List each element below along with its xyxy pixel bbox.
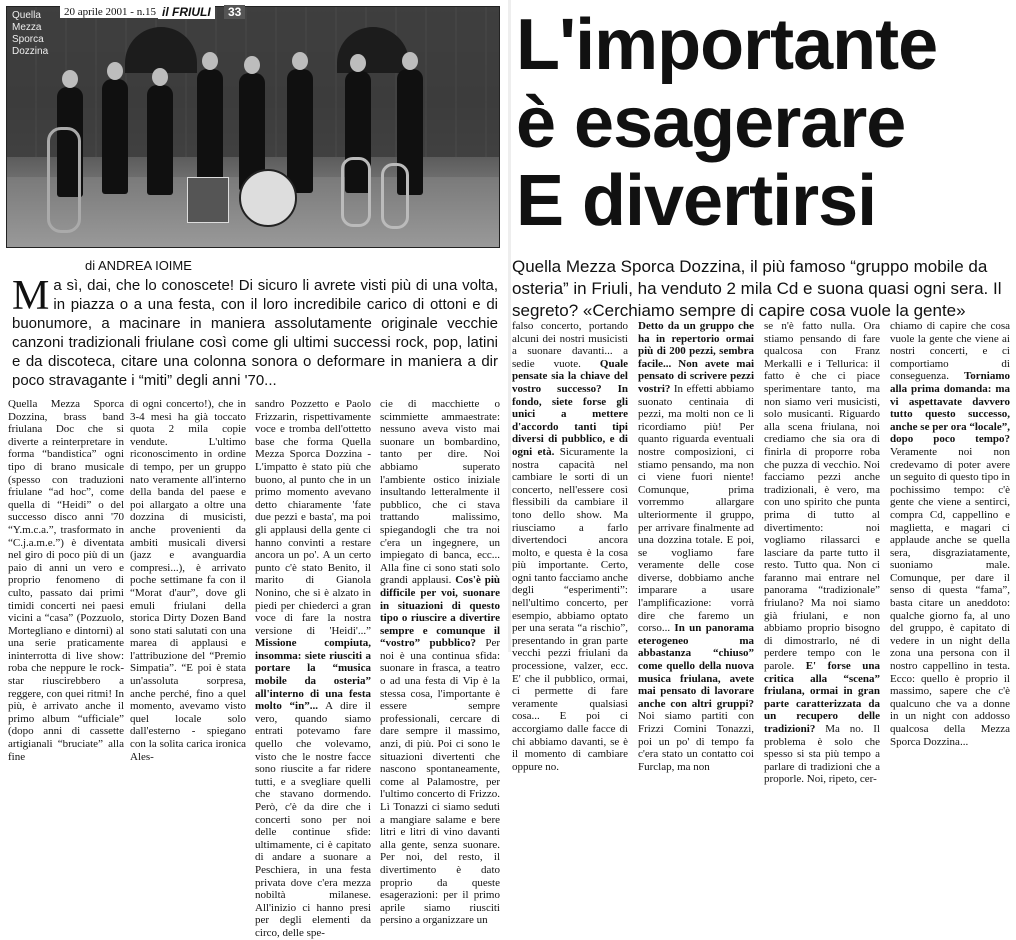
sousaphone [381,163,409,229]
tuba [47,127,81,233]
photo-caption: Quella Mezza Sporca Dozzina [12,10,49,57]
interview-question: Quale pensate sia la chiave del vostro successo? In fondo, siete forse gli unici a mettere d'accordo tanti tipi diversi di pubblico, e di ogni età. [512,357,629,458]
sousaphone [341,157,371,227]
interview-question: Detto da un gruppo che ha in repertorio ormai più di 200 pezzi, sembra facile... Non avete mai pensato di scrivere pezzi vostri? [638,320,754,395]
body-column-8 [890,320,1010,748]
publication-name: il FRIULI [158,5,215,19]
lede-paragraph [12,273,498,390]
band-member [147,85,173,195]
lede-text: a sì, dai, che lo conoscete! Di sicuro li avrete visti più di una volta, in piazza o a una festa, con il loro incredibile carico di ottoni e di buonumore, a macinare in maniera assolutamente originale vecchie canzoni tradizionali friulane così come gli ultimi successi rock, pop, latini e da discoteca, citare una colonna sonora o deformare in maniera a dir poco stravagante i “miti” degli anni '70... [12,277,498,389]
body-column-1 [8,398,124,763]
issue-date: 20 aprile 2001 - n.15 [60,6,160,18]
band-member [197,69,223,189]
body-column-2 [130,398,246,763]
body-column-3 [255,398,371,939]
headline [516,6,1012,240]
body-column-4 [380,398,501,927]
interview-question: In un panorama eterogeneo ma abbastanza “chiuso” come quello della nuova musica friulana, avete mai pensato di lavorare anche con altri gruppi? [638,622,755,710]
interview-question: Missione compiuta, insomma: siete riusciti a portare la “musica mobile da osteria” all'interno di una festa molto “in”... [255,637,371,713]
bass-drum [239,169,297,227]
paragraph: Noi siamo partiti con Frizzi Comini Tonazzi, poi un po' di tempo fa c'era stato un contatto coi Furclap, ma non [638,710,754,773]
paragraph: falso concerto, portando alcuni dei nostri musicisti a suonare davanti... a sedie vuote. [512,320,628,370]
body-column-7 [764,320,881,786]
band-photo [6,6,500,248]
paragraph: Veramente noi non credevamo di poter avere un seguito di questo tipo in pochissimo tempo: c'è gente che viene a sentirci, compra Cd, cappellino e maglietta, e magari ci applaude anche se quella sera, disgraziatamente, suoniamo male. Comunque, per dare il senso di questa “fama”, basta citare un aneddoto: qualche giorno fa, al uno del gruppo, è capitato di vedere in un night della zona una persona con il nostro cappellino in testa. Ecco: quello è proprio il massimo, sapere che c'è qualcuno che va a donne in un night con addosso qualcosa della Mezza Sporca Dozzina... [890,445,1010,748]
drop-cap: M [12,273,50,319]
page-number: 33 [224,5,245,19]
paragraph: di ogni concerto!), che in 3-4 mesi ha già toccato quota 2 mila copie vendute. L'ultimo riconoscimento in ordine di tempo, per un gruppo nato veramente all'interno della banda del paese e poi allargato a oltre una dozzina di musicisti, anche provenienti da ambiti musicali diversi (jazz e avanguardia compresi...), è arrivato poche settimane fa con il “Morat d'aur”, dove gli emuli friulani della storica Dirty Dozen Band sono stati salutati con una marea di applausi e l'attribuzione del “Premio Simpatia”. “E poi è stata un'assoluta sorpresa, anche perché, fino a quel momento, avevamo visto quel locale solo dall'esterno - spiegano con la solita carica ironica Ales- [130,398,246,763]
paragraph: sandro Pozzetto e Paolo Frizzarin, rispettivamente voce e tromba dell'ottetto base che forma Quella Mezza Sporca Dozzina - L'impatto è stato più che buono, al punto che in un primo momento avevano detto chiaramente 'fate due pezzi e basta', ma poi gli applausi della gente ci hanno convinti a restare ancora un po'. A un certo punto c'è stato Benito, il marito di Gianola Nonino, che si è alzato in piedi per chiederci a gran voce di fare la nostra versione di 'Heidi'...” [255,398,371,637]
paragraph: In effetti abbiamo suonato centinaia di pezzi, ma molti non ce li ricordiamo più! Per quanto riguarda eventuali nostre composizioni, ci stiamo pensando, ma non ci viene fuori niente! Comunque, prima vorremmo allargare ulteriormente il gruppo, per arrivare finalmente ad una dozzina totale. E poi, se vogliamo fare veramente delle cose diverse, dobbiamo anche imparare a usare l'amplificazione: vorrà dire che faremo un corso... [638,382,754,635]
paragraph: cie di macchiette o scimmiette ammaestrate: nessuno aveva visto mai suonare un bombardino, tanto per dire. Noi abbiamo superato l'ambiente ostico iniziale insultando letteralmente il pubblico, che ci stava trattando malissimo, spiegandogli che tra noi c'era un ingegnere, un impiegato di banca, ecc... Alla fine ci sono stati solo grandi applausi. [380,398,500,587]
body-column-6 [638,320,755,773]
headline-line: è esagerare [516,83,906,163]
paragraph: A dire il vero, quando siamo entrati potevamo fare quello che volevamo, visto che le nostre facce sono riuscite a far ridere tutti, e a svegliare quelli che stavano dormendo. Però, c'è da dire che i concerti sono per noi delle continue sfide: ultimamente, ci è capitato di andare a suonare a Peschiera, in una festa privata dove c'era mezza nobiltà milanese. All'inizio ci hanno presi per degli elementi da circo, delle spe- [255,700,371,939]
paragraph: Per noi è una continua sfida: suonare in frasca, a teatro o ad una festa di Vip è la stessa cosa, l'importante è essere sempre professionali, cercare di dare sempre il massimo, anzi, di più. Poi ci sono le situazioni divertenti che nascono spontaneamente, come al Palamostre, per l'ultimo concerto di Frizzo. Lì Tonazzi ci siamo seduti a mangiare salame e bere litri e litri di vino davanti alla gente, senza suonare. Per noi, del resto, il divertimento è dato proprio da queste esagerazioni: per il primo aprile siamo riusciti persino a organizzare un [380,637,501,927]
paragraph: Sicuramente la nostra capacità nel cambiare le sorti di un concerto, nell'essere così flessibili da cambiare il tono dello show. Ma riusciamo a farlo divertendoci ancora molto, e questa è la cosa più importante. Certo, ogni tanto facciamo anche degli “esperimenti”: nell'ultimo concerto, per esempio, abbiamo optato per una serata “a rischio”, presentando in gran parte vecchi pezzi friulani da processione, valzer, ecc. E' che il pubblico, ormai, ci permette di fare veramente qualsiasi cosa... E poi ci accorgiamo dalle facce di chi abbiamo davanti, se è il momento di cambiare oppure no. [512,445,629,773]
paragraph: se n'è fatto nulla. Ora stiamo pensando di fare qualcosa con Franz Merkalli e i Tellurica: il fatto è che ci piace sperimentare tanto, ma non siamo veri musicisti, solo musicanti. Riguardo alla scena friulana, noi crediamo che sia ora di finirla di proporre roba che puzza di vecchio. Noi facciamo pezzi anche tradizionali, è vero, ma con uno spirito che punta prima di tutto al divertimento: noi vogliamo rilassarci e lasciare da parte tutto il resto. Tutto qua. Non ci faranno mai entrare nel panorama “tradizionale” friulano? Ma noi siamo già friulani, e non abbiamo proprio bisogno di dimostrarlo, né di perdere tempo con le parole. [764,320,880,673]
paragraph: Quella Mezza Sporca Dozzina, brass band friulana Doc che si diverte a reinterpretare in forma “bandistica” ogni tipo di brano musicale (spesso con traduzioni friulane “ad hoc”, come quella di “Heidi” o del successo disco anni '70 “Y.m.c.a.”, trasformato in “C.j.a.m.e.”) è diventata nel giro di poco più di un paio di anni un vero e proprio fenomeno di culto, passato dai primi timidi concerti nei paesi vicini a “casa” (Pozzuolo, Mortegliano e dintorni) al una serie praticamente ininterrotta di live show: roba che neppure le rock-star riuscirebbero a reggere, con quei ritmi! In più, è arrivato anche il primo album “ufficiale” (dopo anni di cassette artigianali “bruciate” alla fine [8,398,124,763]
headline-line: E divertirsi [516,161,877,241]
paragraph: chiamo di capire che cosa vuole la gente che viene ai nostri concerti, e ci comportiamo di conseguenza. [890,320,1010,383]
band-member [287,69,313,193]
byline: di ANDREA IOIME [85,258,192,273]
page-fold [508,0,511,652]
band-member [102,79,128,194]
accordion [187,177,229,223]
headline-line: L'importante [516,5,938,85]
interview-question: E' forse una critica alla “scena” friulana, ormai in gran parte caratterizzata da un recupero delle tradizioni? [764,660,881,735]
paragraph: Ma no. Il problema è solo che spesso si sta più tempo a parlare di tradizioni che a proporle. Noi, ripeto, cer- [764,723,880,786]
interview-question: Torniamo alla prima domanda: ma vi aspettavate davvero tutto questo successo, anche se per ora “locale”, dopo poco tempo? [890,370,1010,446]
subheadline: Quella Mezza Sporca Dozzina, il più famoso “gruppo mobile da osteria” in Friuli, ha venduto 2 mila Cd e suona quasi ogni sera. Il segreto? «Cerchiamo sempre di capire cosa vuole la gente» [512,257,1002,320]
body-column-5 [512,320,629,773]
interview-question: Cos'è più difficile per voi, suonare in situazioni di questo tipo o riuscire a divertire sempre e comunque il “vostro” pubblico? [380,574,500,650]
